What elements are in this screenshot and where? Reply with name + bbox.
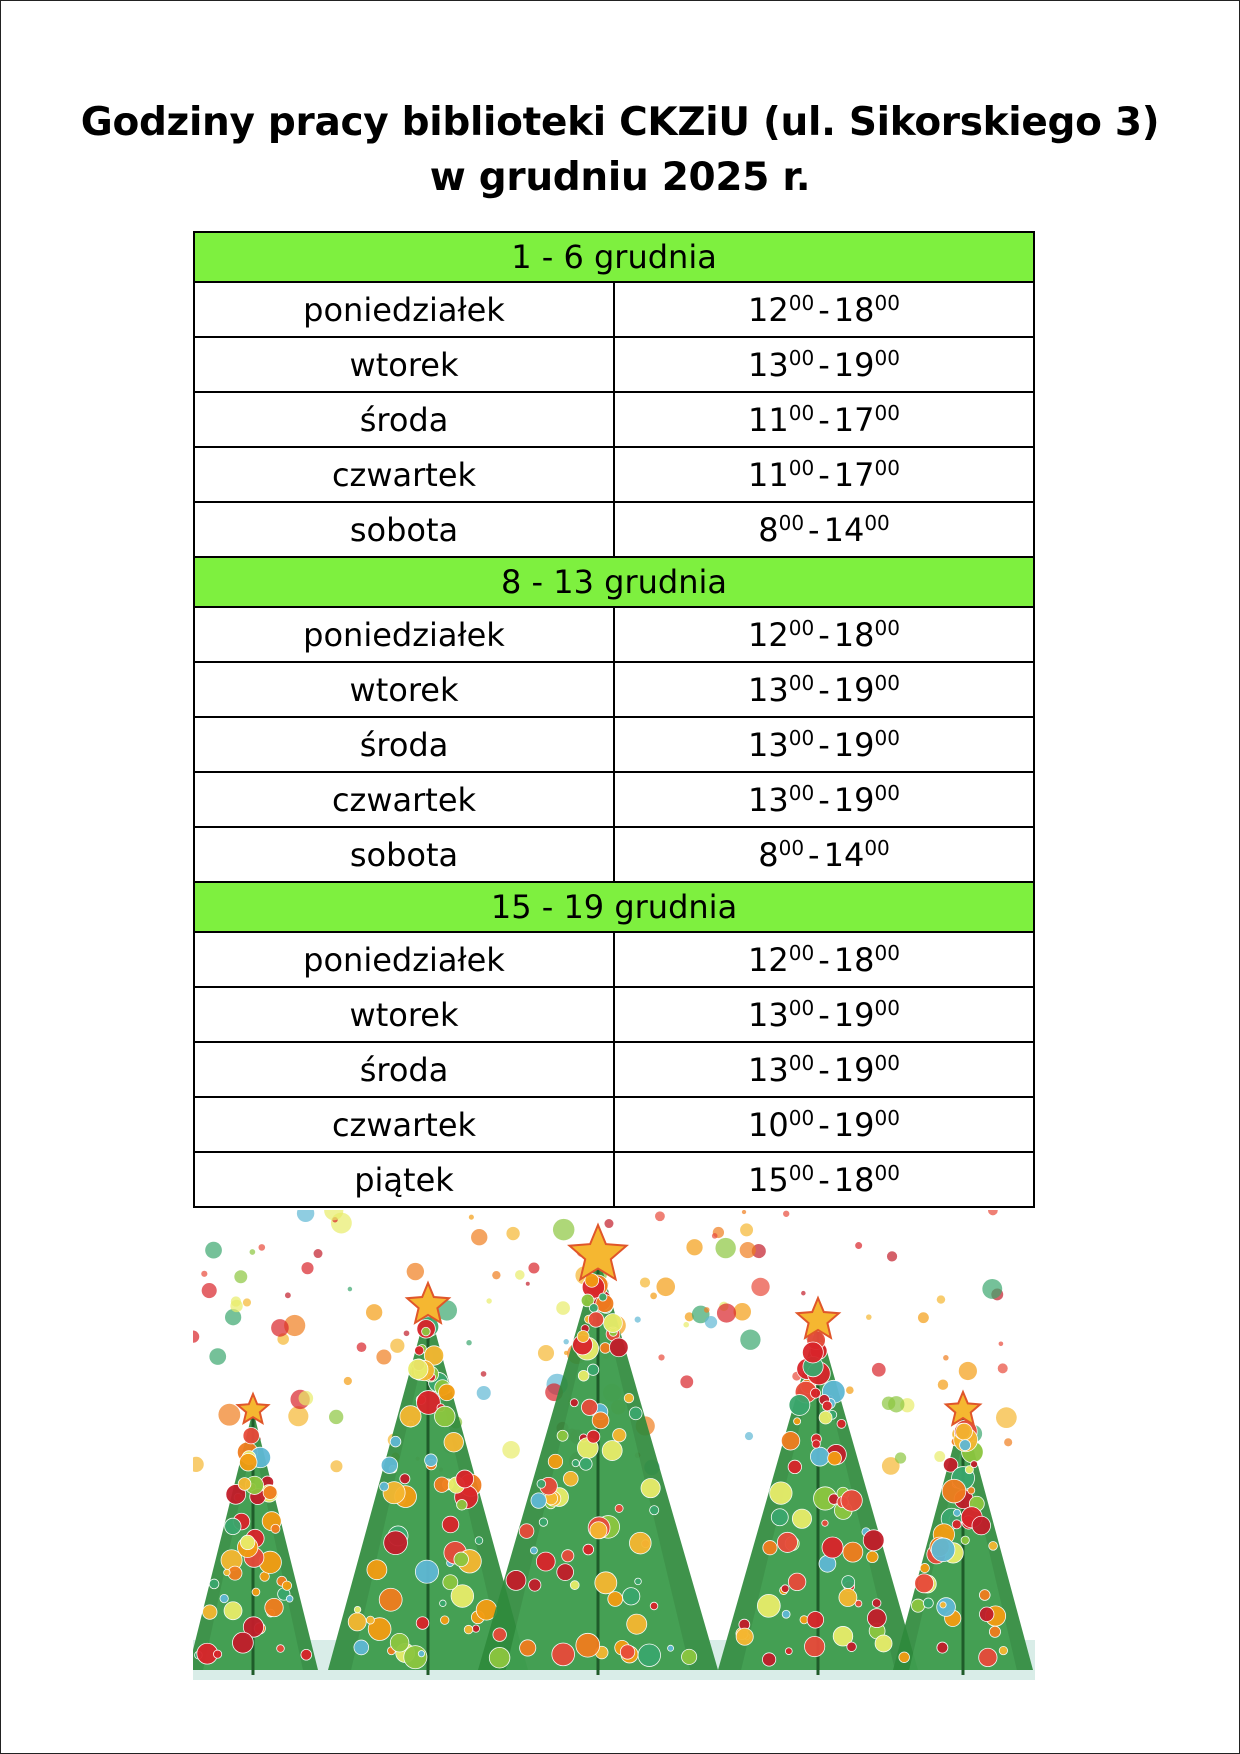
hours-cell bbox=[614, 447, 1034, 502]
open-minutes: 00 bbox=[778, 835, 805, 860]
hours-separator: - bbox=[818, 725, 830, 764]
open-minutes: 00 bbox=[788, 455, 815, 480]
close-minutes: 00 bbox=[874, 940, 900, 965]
page-title bbox=[0, 95, 1240, 205]
weekday-cell: poniedziałek bbox=[194, 932, 614, 987]
close-hour: 19 bbox=[833, 1050, 875, 1089]
period-header-row bbox=[194, 882, 1034, 932]
close-hour: 19 bbox=[833, 995, 875, 1034]
open-hour: 13 bbox=[748, 780, 789, 819]
weekday-cell: sobota bbox=[194, 827, 614, 882]
hours-separator: - bbox=[818, 615, 830, 654]
open-hour: 8 bbox=[758, 510, 779, 549]
table-row bbox=[194, 282, 1034, 337]
hours-cell bbox=[614, 1097, 1034, 1152]
close-minutes: 00 bbox=[874, 455, 900, 480]
open-minutes: 00 bbox=[788, 670, 815, 695]
table-row bbox=[194, 607, 1034, 662]
hours-cell bbox=[614, 662, 1034, 717]
close-minutes: 00 bbox=[874, 1160, 900, 1185]
hours-cell bbox=[614, 827, 1034, 882]
open-hour: 13 bbox=[748, 725, 789, 764]
close-minutes: 00 bbox=[874, 345, 900, 370]
open-minutes: 00 bbox=[788, 345, 815, 370]
hours-cell bbox=[614, 282, 1034, 337]
hours-separator: - bbox=[818, 290, 830, 329]
open-minutes: 00 bbox=[788, 995, 815, 1020]
hours-separator: - bbox=[818, 995, 830, 1034]
table-row bbox=[194, 827, 1034, 882]
close-minutes: 00 bbox=[874, 780, 900, 805]
open-hour: 13 bbox=[748, 995, 789, 1034]
hours-cell bbox=[614, 392, 1034, 447]
hours-cell bbox=[614, 502, 1034, 557]
close-hour: 19 bbox=[833, 725, 875, 764]
open-hour: 13 bbox=[748, 670, 789, 709]
close-hour: 14 bbox=[823, 510, 865, 549]
open-minutes: 00 bbox=[788, 1050, 815, 1075]
close-hour: 19 bbox=[833, 670, 875, 709]
table-row bbox=[194, 932, 1034, 987]
close-hour: 18 bbox=[833, 940, 875, 979]
close-minutes: 00 bbox=[874, 1050, 900, 1075]
open-hour: 12 bbox=[748, 940, 789, 979]
open-hour: 12 bbox=[748, 290, 789, 329]
weekday-cell: poniedziałek bbox=[194, 607, 614, 662]
open-hour: 8 bbox=[758, 835, 779, 874]
open-hour: 11 bbox=[748, 455, 789, 494]
hours-cell bbox=[614, 932, 1034, 987]
open-hour: 13 bbox=[748, 1050, 789, 1089]
open-hour: 11 bbox=[748, 400, 789, 439]
close-hour: 14 bbox=[823, 835, 865, 874]
weekday-cell: czwartek bbox=[194, 772, 614, 827]
table-row bbox=[194, 392, 1034, 447]
close-minutes: 00 bbox=[874, 725, 900, 750]
hours-separator: - bbox=[818, 1160, 830, 1199]
table-row bbox=[194, 772, 1034, 827]
hours-separator: - bbox=[818, 1105, 830, 1144]
hours-separator: - bbox=[818, 780, 830, 819]
hours-separator: - bbox=[818, 400, 830, 439]
close-minutes: 00 bbox=[874, 290, 900, 315]
weekday-cell: środa bbox=[194, 392, 614, 447]
hours-cell bbox=[614, 1152, 1034, 1207]
hours-cell bbox=[614, 337, 1034, 392]
table-row bbox=[194, 337, 1034, 392]
open-minutes: 00 bbox=[778, 510, 805, 535]
hours-separator: - bbox=[808, 835, 820, 874]
close-minutes: 00 bbox=[874, 615, 900, 640]
table-row bbox=[194, 662, 1034, 717]
open-hour: 12 bbox=[748, 615, 789, 654]
hours-cell bbox=[614, 987, 1034, 1042]
open-minutes: 00 bbox=[788, 1160, 815, 1185]
close-hour: 19 bbox=[833, 780, 875, 819]
table-row bbox=[194, 1097, 1034, 1152]
close-hour: 18 bbox=[833, 615, 875, 654]
hours-cell bbox=[614, 607, 1034, 662]
open-hour: 10 bbox=[748, 1105, 789, 1144]
table-row bbox=[194, 502, 1034, 557]
hours-separator: - bbox=[818, 670, 830, 709]
open-minutes: 00 bbox=[788, 290, 815, 315]
weekday-cell: sobota bbox=[194, 502, 614, 557]
weekday-cell: czwartek bbox=[194, 1097, 614, 1152]
close-hour: 17 bbox=[833, 400, 875, 439]
close-hour: 18 bbox=[833, 1160, 875, 1199]
opening-hours-table bbox=[193, 231, 1035, 1208]
hours-separator: - bbox=[818, 940, 830, 979]
hours-separator: - bbox=[818, 1050, 830, 1089]
open-hour: 15 bbox=[748, 1160, 789, 1199]
title-line-2: w grudniu 2025 r. bbox=[429, 155, 811, 200]
hours-separator: - bbox=[808, 510, 820, 549]
open-minutes: 00 bbox=[788, 725, 815, 750]
weekday-cell: wtorek bbox=[194, 337, 614, 392]
period-header-row bbox=[194, 232, 1034, 282]
period-header-row bbox=[194, 557, 1034, 607]
period-label: 1 - 6 grudnia bbox=[194, 232, 1034, 282]
weekday-cell: wtorek bbox=[194, 987, 614, 1042]
hours-cell bbox=[614, 772, 1034, 827]
open-hour: 13 bbox=[748, 345, 789, 384]
weekday-cell: czwartek bbox=[194, 447, 614, 502]
close-hour: 19 bbox=[833, 1105, 875, 1144]
close-minutes: 00 bbox=[874, 400, 900, 425]
table-row bbox=[194, 987, 1034, 1042]
christmas-trees-illustration-icon bbox=[193, 1210, 1035, 1680]
open-minutes: 00 bbox=[788, 940, 815, 965]
table-row bbox=[194, 1152, 1034, 1207]
close-hour: 17 bbox=[833, 455, 875, 494]
weekday-cell: środa bbox=[194, 717, 614, 772]
hours-separator: - bbox=[818, 455, 830, 494]
period-label: 8 - 13 grudnia bbox=[194, 557, 1034, 607]
hours-cell bbox=[614, 717, 1034, 772]
period-label: 15 - 19 grudnia bbox=[194, 882, 1034, 932]
close-hour: 19 bbox=[833, 345, 875, 384]
close-minutes: 00 bbox=[874, 995, 900, 1020]
table-row bbox=[194, 717, 1034, 772]
hours-cell bbox=[614, 1042, 1034, 1097]
close-minutes: 00 bbox=[874, 670, 900, 695]
title-line-1: Godziny pracy biblioteki CKZiU (ul. Sikorskiego 3) bbox=[80, 100, 1160, 145]
weekday-cell: wtorek bbox=[194, 662, 614, 717]
weekday-cell: piątek bbox=[194, 1152, 614, 1207]
table-row bbox=[194, 447, 1034, 502]
close-minutes: 00 bbox=[864, 835, 890, 860]
open-minutes: 00 bbox=[788, 1105, 815, 1130]
table-row bbox=[194, 1042, 1034, 1097]
open-minutes: 00 bbox=[788, 780, 815, 805]
open-minutes: 00 bbox=[788, 615, 815, 640]
hours-separator: - bbox=[818, 345, 830, 384]
weekday-cell: środa bbox=[194, 1042, 614, 1097]
close-minutes: 00 bbox=[864, 510, 890, 535]
close-minutes: 00 bbox=[874, 1105, 900, 1130]
weekday-cell: poniedziałek bbox=[194, 282, 614, 337]
open-minutes: 00 bbox=[788, 400, 815, 425]
close-hour: 18 bbox=[833, 290, 875, 329]
